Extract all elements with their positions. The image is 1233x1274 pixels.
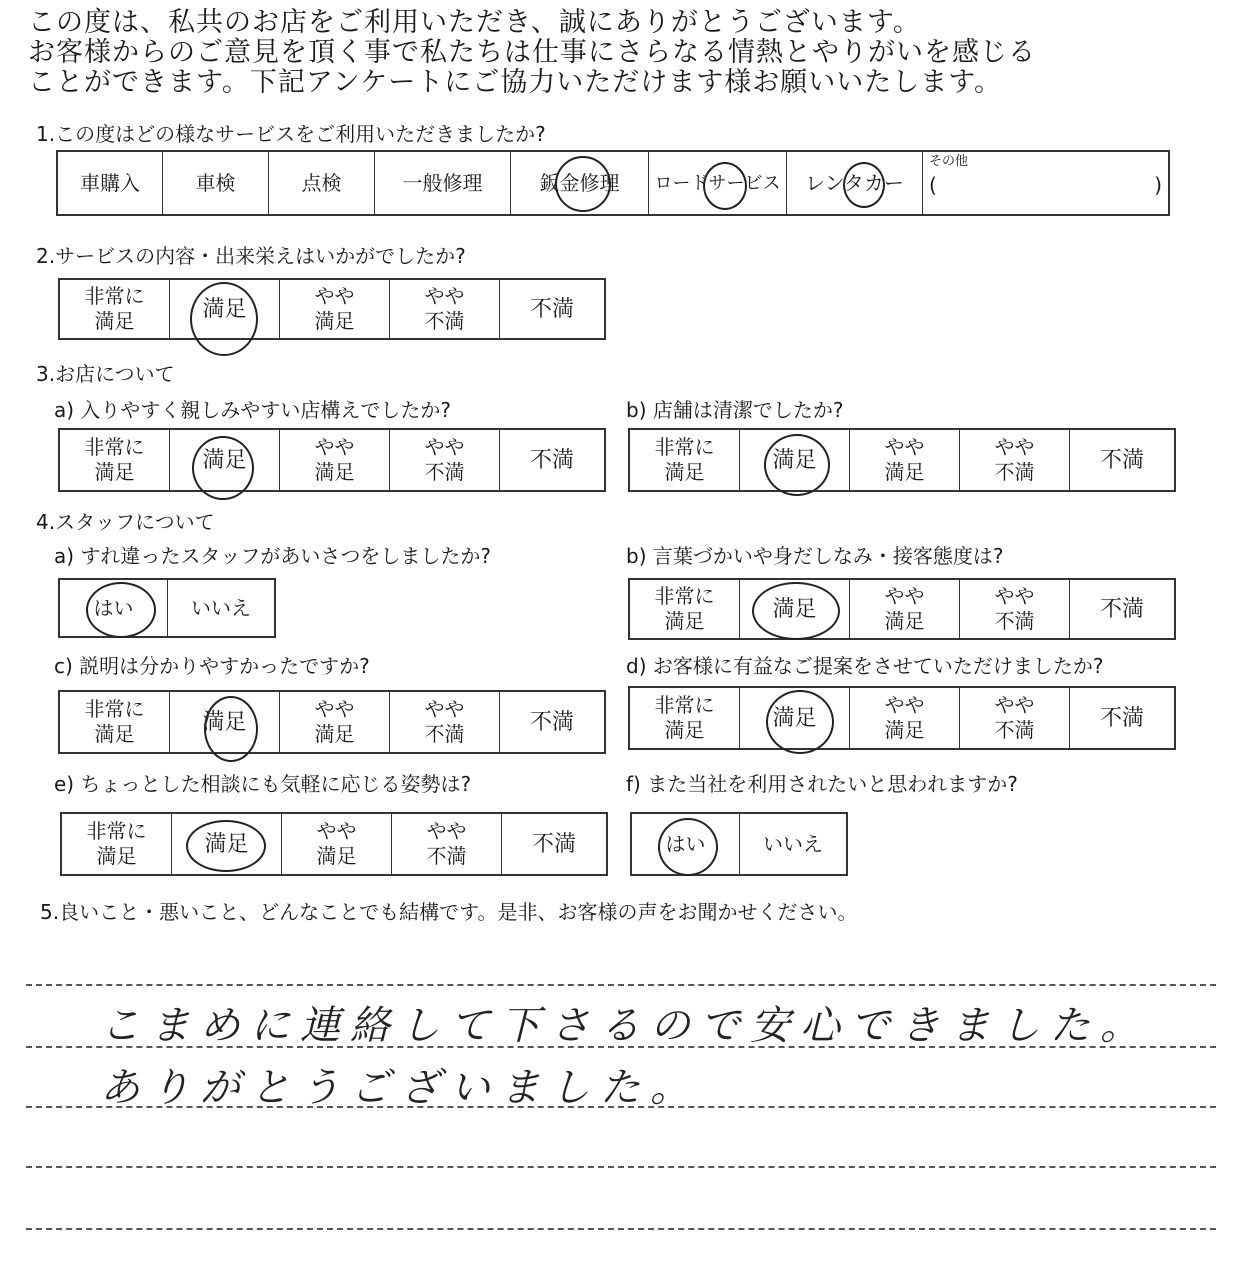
q4f-yes-label: はい <box>665 831 706 856</box>
q4b-scale-table <box>628 578 1176 640</box>
q4c-satisfied-label: 満足 <box>202 709 247 735</box>
q1-option-car-purchase[interactable]: 車購入 <box>58 152 163 214</box>
q4d-title: d) お客様に有益なご提案をさせていただけましたか? <box>626 654 1104 678</box>
q4e-title: e) ちょっとした相談にも気軽に応じる姿勢は? <box>54 772 472 796</box>
q2-some-top2-label: やや <box>424 284 465 308</box>
q3b-some-dis-label: 不満 <box>994 460 1035 484</box>
q4a-no[interactable]: いいえ <box>191 595 251 620</box>
q4b-title: b) 言葉づかいや身だしなみ・接客態度は? <box>626 544 1004 568</box>
q2-some-sat-label: 満足 <box>314 309 355 333</box>
q4f-no[interactable]: いいえ <box>763 831 823 856</box>
q4c-somewhat-dissatisfied[interactable] <box>390 692 500 752</box>
q4d-very-bottom-label: 満足 <box>664 718 705 742</box>
q3a-some-top-label: やや <box>314 435 355 459</box>
q2-very-bottom-label: 満足 <box>94 309 135 333</box>
q4c-title: c) 説明は分かりやすかったですか? <box>54 654 370 678</box>
q4f-yesno-table <box>630 812 848 876</box>
q4b-very-bottom-label: 満足 <box>664 609 705 633</box>
q1-option-other[interactable] <box>923 152 1168 214</box>
q4c-somewhat-satisfied[interactable] <box>280 692 390 752</box>
q3b-some-top-label: やや <box>884 435 925 459</box>
q4d-somewhat-dissatisfied[interactable] <box>960 688 1070 748</box>
q1-title: 1.この度はどの様なサービスをご利用いただきましたか? <box>36 122 546 146</box>
q4d-somewhat-satisfied[interactable] <box>850 688 960 748</box>
q4d-dissatisfied[interactable]: 不満 <box>1099 705 1144 731</box>
q4e-scale-table <box>60 812 608 876</box>
q4e-some-dis-label: 不満 <box>426 844 467 868</box>
q3a-scale-table <box>58 428 606 492</box>
q4e-some-sat-label: 満足 <box>316 844 357 868</box>
q4a-yesno-table <box>58 578 276 638</box>
q1-other-paren-close: ) <box>1154 173 1162 197</box>
q4e-very-top-label: 非常に <box>86 819 147 843</box>
q2-satisfied[interactable] <box>170 280 280 338</box>
q1-option-sheet-metal-label: 鈑金修理 <box>539 170 620 195</box>
q4e-somewhat-dissatisfied[interactable] <box>392 814 502 874</box>
q3a-title: a) 入りやすく親しみやすい店構えでしたか? <box>54 398 452 422</box>
q1-service-table <box>56 150 1170 216</box>
q4d-satisfied-label: 満足 <box>772 705 817 731</box>
q4a-title: a) すれ違ったスタッフがあいさつをしましたか? <box>54 544 492 568</box>
q3-title: 3.お店について <box>36 362 175 386</box>
q1-option-rental-car[interactable] <box>787 152 923 214</box>
q1-option-inspection[interactable]: 車検 <box>163 152 269 214</box>
q3a-some-dis-label: 不満 <box>424 460 465 484</box>
q4b-very-satisfied[interactable] <box>630 580 740 638</box>
q2-dissatisfied[interactable]: 不満 <box>529 296 574 322</box>
q4b-satisfied-label: 満足 <box>772 596 817 622</box>
q4b-satisfied[interactable] <box>740 580 850 638</box>
comment-text-line-1: こまめに連絡して下さるので安心できました。 <box>100 1003 1150 1049</box>
q1-option-road-service-label: ロードサービス <box>654 172 781 194</box>
q1-option-general-repair[interactable]: 一般修理 <box>375 152 511 214</box>
q1-other-label: その他 <box>929 154 969 169</box>
q2-somewhat-satisfied[interactable] <box>280 280 390 338</box>
q1-other-input[interactable] <box>929 173 1162 198</box>
q2-some-dis-label: 不満 <box>424 309 465 333</box>
q4c-dissatisfied[interactable]: 不満 <box>529 709 574 735</box>
q4d-very-top-label: 非常に <box>654 693 715 717</box>
q4c-very-bottom-label: 満足 <box>94 722 135 746</box>
q4b-some-dis-label: 不満 <box>994 609 1035 633</box>
q3a-some-sat-label: 満足 <box>314 460 355 484</box>
q1-other-paren-open: ( <box>929 173 937 197</box>
q4e-some-top-label: やや <box>316 819 357 843</box>
q4c-satisfied[interactable] <box>170 692 280 752</box>
q1-option-sheet-metal[interactable] <box>511 152 649 214</box>
q3a-very-bottom-label: 満足 <box>94 460 135 484</box>
q4c-very-satisfied[interactable] <box>60 692 170 752</box>
q4d-very-satisfied[interactable] <box>630 688 740 748</box>
q4c-very-top-label: 非常に <box>84 697 145 721</box>
q3b-very-top-label: 非常に <box>654 435 715 459</box>
q1-option-rental-car-label: レンタカー <box>805 170 904 195</box>
q3a-some-top2-label: やや <box>424 435 465 459</box>
q3b-very-bottom-label: 満足 <box>664 460 705 484</box>
intro-line-3: ことができます。下記アンケートにご協力いただけます様お願いいたします。 <box>28 67 1003 98</box>
q4b-somewhat-satisfied[interactable] <box>850 580 960 638</box>
q4e-satisfied[interactable] <box>172 814 282 874</box>
q2-scale-table <box>58 278 606 340</box>
q2-title: 2.サービスの内容・出来栄えはいかがでしたか? <box>36 244 466 268</box>
q3a-dissatisfied[interactable]: 不満 <box>529 447 574 473</box>
q4c-some-top-label: やや <box>314 697 355 721</box>
q4e-very-bottom-label: 満足 <box>96 844 137 868</box>
q4c-some-sat-label: 満足 <box>314 722 355 746</box>
q4c-some-dis-label: 不満 <box>424 722 465 746</box>
q3b-satisfied[interactable] <box>740 430 850 490</box>
q4b-some-sat-label: 満足 <box>884 609 925 633</box>
q4b-somewhat-dissatisfied[interactable] <box>960 580 1070 638</box>
q4b-dissatisfied[interactable]: 不満 <box>1099 596 1144 622</box>
q3b-title: b) 店舗は清潔でしたか? <box>626 398 844 422</box>
q4-title: 4.スタッフについて <box>36 510 215 534</box>
q4d-some-sat-label: 満足 <box>884 718 925 742</box>
q4b-some-top2-label: やや <box>994 584 1035 608</box>
q3b-satisfied-label: 満足 <box>772 447 817 473</box>
q4e-dissatisfied[interactable]: 不満 <box>531 831 576 857</box>
q3a-satisfied-label: 満足 <box>202 447 247 473</box>
q3a-very-top-label: 非常に <box>84 435 145 459</box>
q4d-some-top-label: やや <box>884 693 925 717</box>
q4b-very-top-label: 非常に <box>654 584 715 608</box>
q4a-yes[interactable] <box>60 580 168 636</box>
q4d-some-dis-label: 不満 <box>994 718 1035 742</box>
q3b-some-sat-label: 満足 <box>884 460 925 484</box>
q2-very-satisfied[interactable] <box>60 280 170 338</box>
q4e-satisfied-label: 満足 <box>204 831 249 857</box>
q4c-scale-table <box>58 690 606 754</box>
q3b-somewhat-satisfied[interactable] <box>850 430 960 490</box>
q2-satisfied-label: 満足 <box>202 296 247 322</box>
comment-line-5 <box>26 1228 1216 1230</box>
q3a-satisfied[interactable] <box>170 430 280 490</box>
q3b-scale-table <box>628 428 1176 492</box>
q1-option-road-service[interactable] <box>649 152 787 214</box>
comment-line-4 <box>26 1166 1216 1168</box>
q3b-dissatisfied[interactable]: 不満 <box>1099 447 1144 473</box>
q5-title: 5.良いこと・悪いこと、どんなことでも結構です。是非、お客様の声をお聞かせください。 <box>40 900 858 924</box>
q3b-very-satisfied[interactable] <box>630 430 740 490</box>
q3b-some-top2-label: やや <box>994 435 1035 459</box>
q4c-some-top2-label: やや <box>424 697 465 721</box>
q2-somewhat-dissatisfied[interactable] <box>390 280 500 338</box>
q4b-some-top-label: やや <box>884 584 925 608</box>
q3a-somewhat-dissatisfied[interactable] <box>390 430 500 490</box>
q3a-very-satisfied[interactable] <box>60 430 170 490</box>
q4f-yes[interactable] <box>632 814 740 874</box>
q4d-some-top2-label: やや <box>994 693 1035 717</box>
comment-text-line-2: ありがとうございました。 <box>100 1065 700 1111</box>
comment-line-1 <box>26 984 1216 986</box>
intro-line-2: お客様からのご意見を頂く事で私たちは仕事にさらなる情熱とやりがいを感じる <box>28 37 1036 68</box>
q4f-title: f) また当社を利用されたいと思われますか? <box>626 772 1018 796</box>
q4e-somewhat-satisfied[interactable] <box>282 814 392 874</box>
intro-line-1: この度は、私共のお店をご利用いただき、誠にありがとうございます。 <box>28 7 921 38</box>
q1-option-check[interactable]: 点検 <box>269 152 375 214</box>
q4e-some-top2-label: やや <box>426 819 467 843</box>
q4e-very-satisfied[interactable] <box>62 814 172 874</box>
q4d-scale-table <box>628 686 1176 750</box>
q4a-yes-label: はい <box>93 595 134 620</box>
q2-very-top-label: 非常に <box>84 284 145 308</box>
intro-text <box>28 8 1218 98</box>
q4d-satisfied[interactable] <box>740 688 850 748</box>
q3b-somewhat-dissatisfied[interactable] <box>960 430 1070 490</box>
q2-some-top-label: やや <box>314 284 355 308</box>
q3a-somewhat-satisfied[interactable] <box>280 430 390 490</box>
